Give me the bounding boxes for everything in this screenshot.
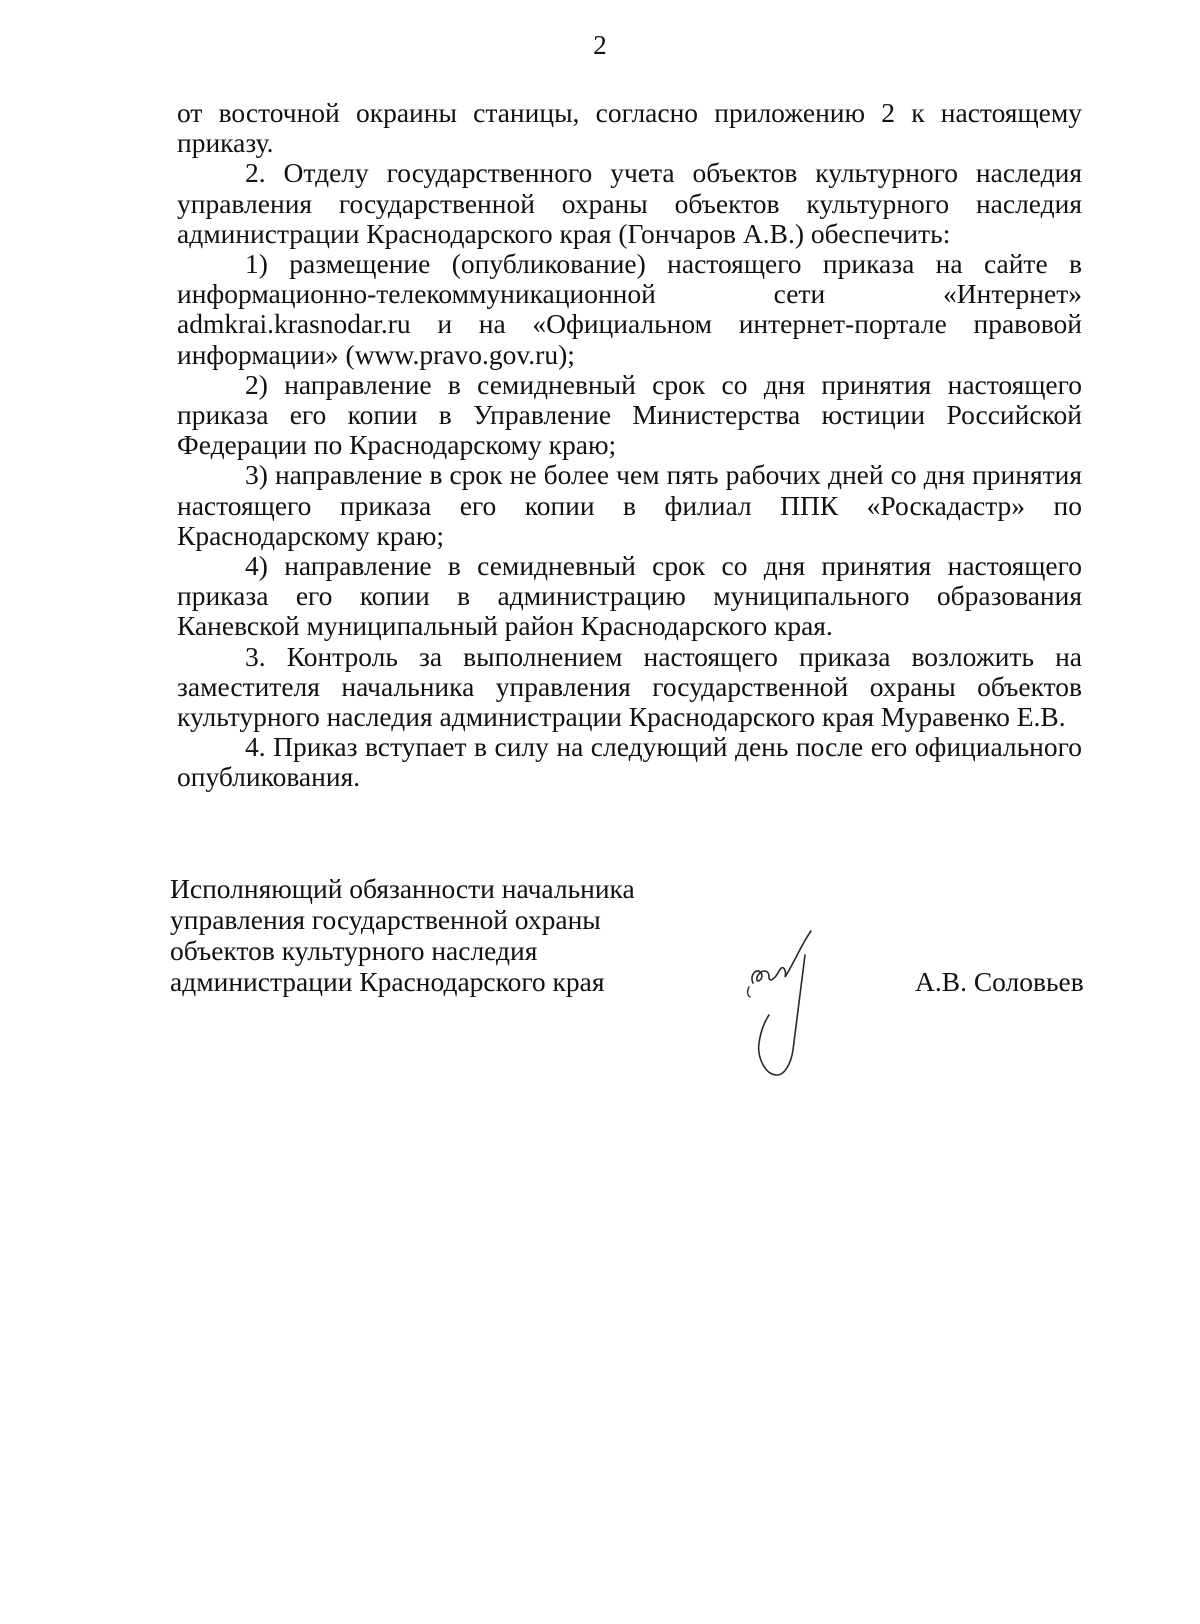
paragraph-subitem-3: 3) направление в срок не более чем пять рабочих дней со дня принятия настоящего приказа его копии в филиал ППК «Роскадастр» по Краснодарскому краю; [177, 459, 1082, 551]
position-line: Исполняющий обязанности начальника [170, 873, 635, 904]
paragraph-item-4: 4. Приказ вступает в силу на следующий день после его официального опубликования. [177, 731, 1082, 793]
page-number: 2 [593, 30, 607, 60]
signer-name: А.В. Соловьев [915, 966, 1084, 997]
signatory-position [170, 873, 635, 997]
paragraph-subitem-4: 4) направление в семидневный срок со дня принятия настоящего приказа его копии в администрацию муниципального образования Каневской муниципальный район Краснодарского края. [177, 550, 1082, 642]
paragraph-subitem-2: 2) направление в семидневный срок со дня принятия настоящего приказа его копии в Управление Министерства юстиции Российской Федерации по Краснодарскому краю; [177, 368, 1082, 461]
paragraph-item-3: 3. Контроль за выполнением настоящего приказа возложить на заместителя начальника управления государственной охраны объектов культурного наследия администрации Краснодарского края Муравенко Е.В. [177, 640, 1082, 733]
position-line: управления государственной охраны [170, 904, 601, 935]
handwritten-signature [735, 925, 825, 1085]
position-line: администрации Краснодарского края [170, 966, 605, 997]
paragraph-subitem-1: 1) размещение (опубликование) настоящего приказа на сайте в информационно-телекоммуникационной сети «Интернет» admkrai.krasnodar.ru и на «Официальном интернет-портале правовой информации» (www.pravo.gov.ru); [177, 248, 1082, 370]
paragraph-item-2: 2. Отделу государственного учета объектов культурного наследия управления государственной охраны объектов культурного наследия администрации Краснодарского края (Гончаров А.В.) обеспечить: [177, 157, 1082, 249]
position-line: объектов культурного наследия [170, 935, 538, 966]
paragraph-continuation: от восточной окраины станицы, согласно приложению 2 к настоящему приказу. [177, 97, 1082, 159]
document-body [177, 98, 1082, 793]
